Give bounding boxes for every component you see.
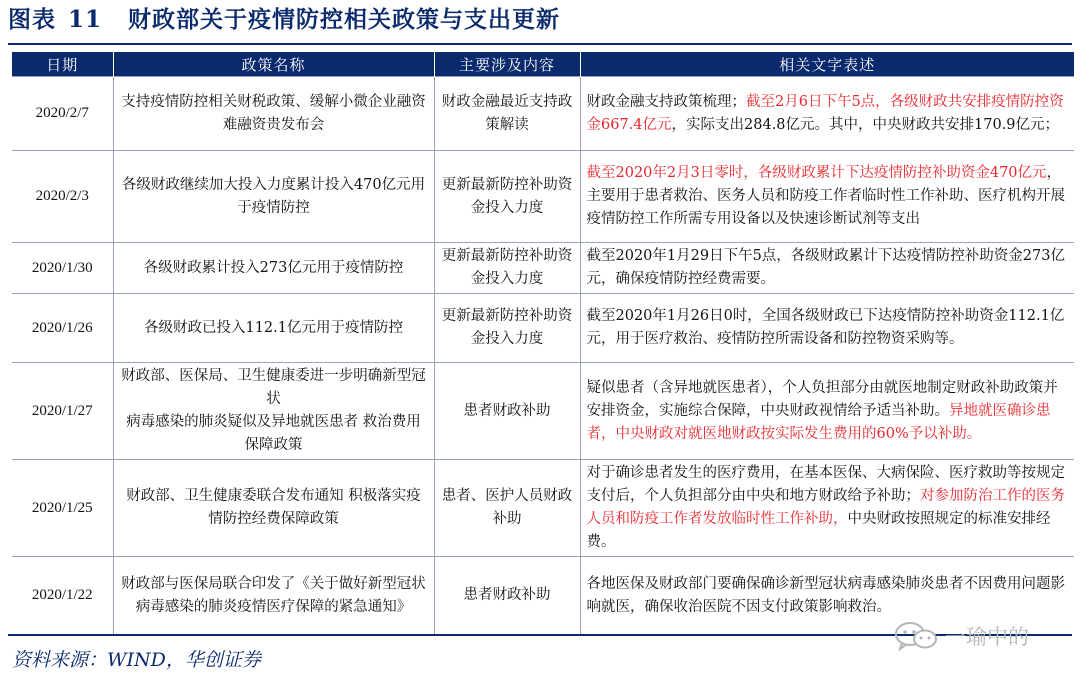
cell-date: 2020/1/30 <box>12 243 113 294</box>
table-row <box>12 363 1074 460</box>
header-policy-name: 政策名称 <box>113 52 434 77</box>
table-row <box>12 460 1074 557</box>
cell-description <box>580 460 1074 557</box>
policy-table <box>12 52 1074 635</box>
header-content: 主要涉及内容 <box>434 52 580 77</box>
cell-policy-name <box>113 460 434 557</box>
highlighted-text: 截至2020年2月3日零时，各级财政累计下达疫情防控补助资金470亿元 <box>586 165 1047 181</box>
cell-policy-name <box>113 294 434 363</box>
policy-name-line: 各级财政已投入112.1亿元用于疫情防控 <box>143 319 403 336</box>
policy-name-line: 财政部与医保局联合印发了《关于做好新型冠状病毒感染的肺炎疫情医疗保障的紧急通知》 <box>121 575 426 615</box>
cell-date: 2020/2/3 <box>12 151 113 243</box>
cell-main-content <box>434 294 580 363</box>
description-text: 截至2020年1月29日下午5点，各级财政累计下达疫情防控补助资金273亿元，确保疫情防控经费需要。 <box>586 248 1065 287</box>
title-divider <box>8 43 1072 45</box>
policy-name-line: 财政部、医保局、卫生健康委进一步明确新型冠状 <box>121 368 426 407</box>
policy-name-line: 各级财政累计投入273亿元用于疫情防控 <box>143 259 404 276</box>
header-description: 相关文字表述 <box>580 52 1074 77</box>
cell-policy-name <box>113 151 434 243</box>
cell-date: 2020/1/25 <box>12 460 113 557</box>
description-text: 财政金融支持政策梳理； <box>586 93 746 110</box>
cell-main-content <box>434 557 580 635</box>
watermark-text: 一瑜中的 <box>945 625 1029 649</box>
highlighted-text: 异地就医确诊患者，中央财政对就医地财政按实际发生费用的60%予以补助。 <box>586 402 1051 442</box>
cell-main-content <box>434 460 580 557</box>
content-line: 更新最新防控补助资金投入力度 <box>441 176 573 216</box>
description-text: 中央财政按照规定的标准安排经费。 <box>586 511 1051 550</box>
cell-description <box>580 294 1074 363</box>
description-text: 疑似患者（含异地就医患者），个人负担部分由就医地制定财政补助政策并安排资金，实施综合保障，中央财政视情给予适当补助。 <box>586 379 1058 419</box>
cell-main-content <box>434 243 580 294</box>
table-row <box>12 243 1074 294</box>
figure-number: 11 <box>68 6 103 33</box>
cell-date: 2020/1/22 <box>12 557 113 635</box>
cell-date: 2020/1/26 <box>12 294 113 363</box>
content-line: 患者财政补助 <box>463 587 551 604</box>
table-row <box>12 77 1074 151</box>
content-line: 更新最新防控补助资金投入力度 <box>441 248 573 287</box>
content-line: 更新最新防控补助资金投入力度 <box>441 308 573 347</box>
description-text: ，主要用于患者救治、医务人员和防疫工作者临时性工作补助、医疗机构开展疫情防控工作所需专用设备以及快速诊断试剂等支出 <box>586 165 1065 227</box>
cell-date: 2020/2/7 <box>12 77 113 151</box>
description-text: ，实际支出284.8亿元。其中，中央财政共安排170.9亿元； <box>671 116 1060 133</box>
table-header-row <box>12 52 1074 77</box>
cell-policy-name <box>113 363 434 460</box>
source-note: 资料来源：WIND，华创证券 <box>12 649 261 671</box>
content-line: 患者财政补助 <box>463 402 551 419</box>
figure-title-text: 财政部关于疫情防控相关政策与支出更新 <box>128 6 561 33</box>
cell-description <box>580 363 1074 460</box>
figure-label: 图表 <box>8 6 56 33</box>
watermark <box>893 620 1029 652</box>
cell-main-content <box>434 363 580 460</box>
cell-policy-name <box>113 557 434 635</box>
description-text: 各地医保及财政部门要确保确诊新型冠状病毒感染肺炎患者不因费用问题影响就医，确保收治医院不因支付政策影响救治。 <box>586 575 1065 615</box>
figure-title <box>8 0 560 40</box>
table-row <box>12 151 1074 243</box>
cell-policy-name <box>113 243 434 294</box>
policy-name-line: 支持疫情防控相关财税政策、缓解小微企业融资难融资贵发布会 <box>121 93 426 133</box>
content-line: 财政金融最近支持政策解读 <box>441 93 573 133</box>
description-text: 截至2020年1月26日0时，全国各级财政已下达疫情防控补助资金112.1亿元，用于医疗救治、疫情防控所需设备和防控物资采购等。 <box>586 308 1065 347</box>
cell-description <box>580 151 1074 243</box>
cell-policy-name <box>113 77 434 151</box>
cell-main-content <box>434 151 580 243</box>
description-text: 对于确诊患者发生的医疗费用，在基本医保、大病保险、医疗救助等按规定支付后，个人负担部分由中央和地方财政给予补助； <box>586 465 1065 504</box>
wechat-icon <box>893 621 939 651</box>
header-date: 日期 <box>12 52 113 77</box>
highlighted-text: 截至2月6日下午5点，各级财政共安排疫情防控资金667.4亿元 <box>586 93 1064 133</box>
table-row <box>12 294 1074 363</box>
policy-name-line: 财政部、卫生健康委联合发布通知 积极落实疫情防控经费保障政策 <box>126 488 421 527</box>
cell-date: 2020/1/27 <box>12 363 113 460</box>
content-line: 患者、医护人员财政补助 <box>441 488 573 527</box>
policy-name-line: 各级财政继续加大投入力度累计投入470亿元用于疫情防控 <box>121 176 426 216</box>
cell-main-content <box>434 77 580 151</box>
cell-description <box>580 243 1074 294</box>
cell-description <box>580 77 1074 151</box>
highlighted-text: 对参加防治工作的医务人员和防疫工作者发放临时性工作补助， <box>586 488 1065 527</box>
policy-name-line: 病毒感染的肺炎疑似及异地就医患者 救治费用保障政策 <box>126 414 421 453</box>
